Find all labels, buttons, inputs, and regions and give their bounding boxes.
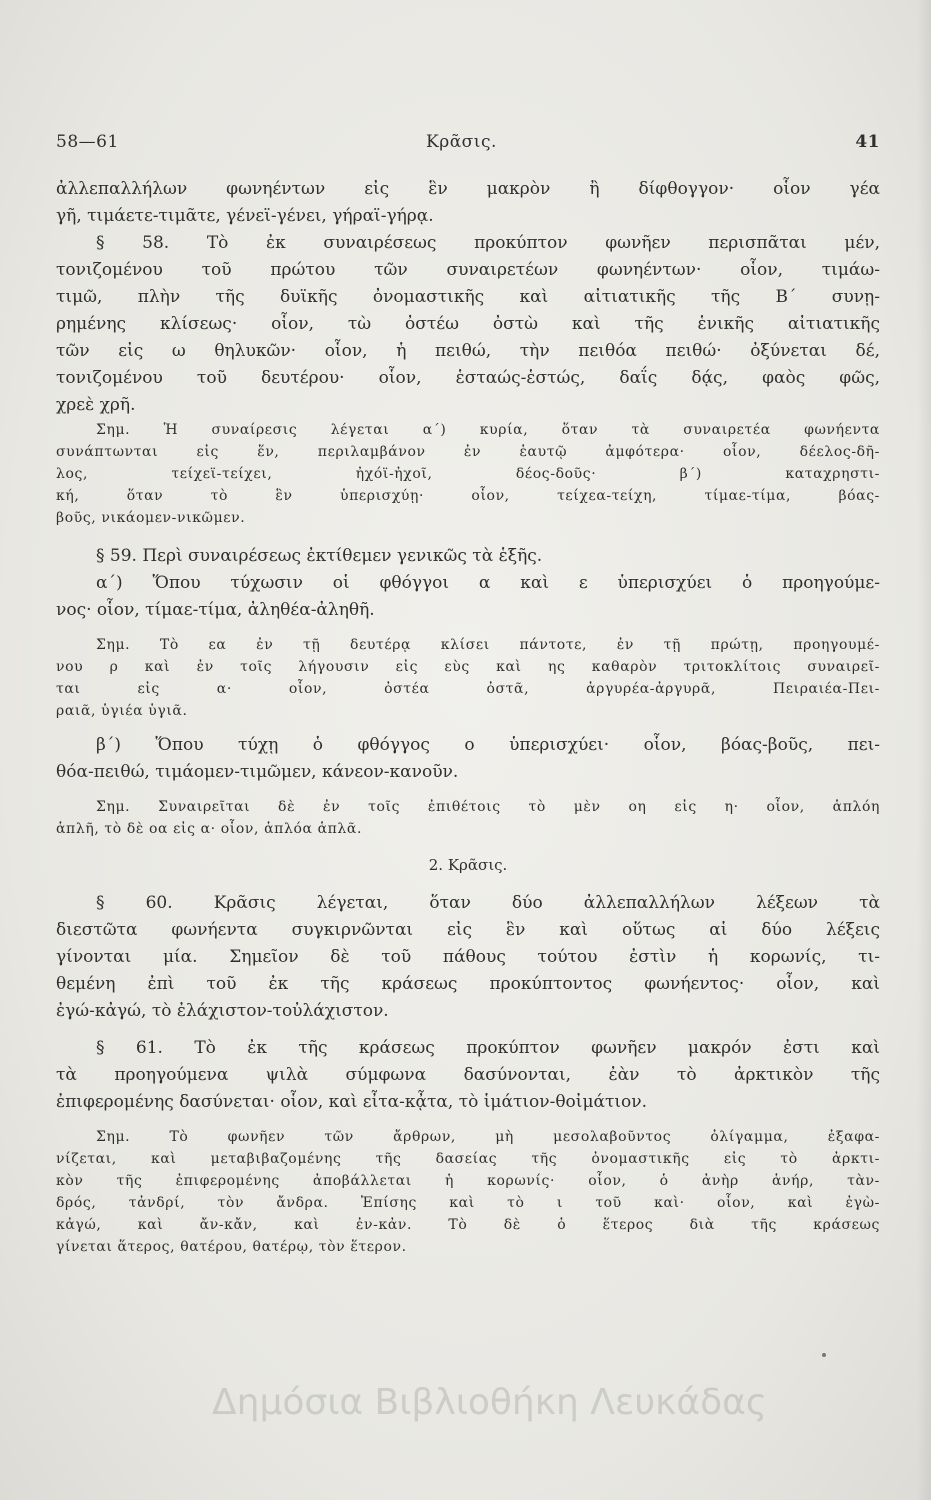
note-line: νίζεται, καὶ μεταβιβαζομένης τῆς δασείας τῆς ὀνομαστικῆς εἰς τὸ ἀρκτι- <box>56 1151 880 1167</box>
note-line: Σημ. Ἡ συναίρεσις λέγεται α΄) κυρία, ὅταν τὰ συναιρετέα φωνήεντα <box>96 422 880 438</box>
note-line: ραιᾶ, ὑγιέα ὑγιᾶ. <box>56 703 188 719</box>
paragraph-59b-line: θόα-πειθώ, τιμάομεν-τιμῶμεν, κάνεον-κανοῦν. <box>56 762 459 782</box>
note-line: νου ρ καὶ ἐν τοῖς λήγουσιν εἰς εὺς καὶ ης καθαρὸν τριτοκλίτοις συναιρεῖ- <box>56 659 880 675</box>
body-line: ἀλλεπαλλήλων φωνηέντων εἰς ἓν μακρὸν ἢ δίφθογγον· οἷον γέα <box>56 179 880 199</box>
paragraph-59b-line: β΄) Ὅπου τύχῃ ὁ φθόγγος ο ὑπερισχύει· οἷον, βόας-βοῦς, πει- <box>96 735 880 755</box>
paragraph-61-line: τὰ προηγούμενα ψιλὰ σύμφωνα δασύνονται, ἐὰν τὸ ἀρκτικὸν τῆς <box>56 1065 880 1085</box>
paragraph-58-line: τονιζομένου τοῦ πρώτου τῶν συναιρετέων φωνηέντων· οἷον, τιμάω- <box>56 260 880 280</box>
paragraph-61-line: ἐπιφερομένης δασύνεται· οἷον, καὶ εἶτα-κᾆτα, τὸ ἱμάτιον-θοἰμάτιον. <box>56 1092 648 1112</box>
page-edge-shadow <box>917 0 931 1500</box>
paragraph-58-line: χρεὲ χρῆ. <box>56 395 136 415</box>
running-title: Κρᾶσις. <box>426 132 497 152</box>
note-line: κὸν τῆς ἐπιφερομένης ἀποβάλλεται ἡ κορωνίς· οἷον, ὁ ἀνὴρ ἁνήρ, τὰν- <box>56 1173 880 1189</box>
body-line: γῆ, τιμάετε-τιμᾶτε, γένεϊ-γένει, γήραϊ-γήρᾳ. <box>56 206 434 226</box>
paragraph-61-line: § 61. Τὸ ἐκ τῆς κράσεως προκύπτον φωνῆεν μακρόν ἐστι καὶ <box>96 1038 880 1058</box>
paragraph-59-line: α΄) Ὅπου τύχωσιν οἱ φθόγγοι α καὶ ε ὑπερισχύει ὁ προηγούμε- <box>96 573 880 593</box>
paragraph-60-line: θεμένη ἐπὶ τοῦ ἐκ τῆς κράσεως προκύπτοντος φωνήεντος· οἷον, καὶ <box>56 974 880 994</box>
note-line: Σημ. Συναιρεῖται δὲ ἐν τοῖς ἐπιθέτοις τὸ μὲν οη εἰς η· οἷον, ἁπλόη <box>96 799 880 815</box>
paragraph-58-line: τονιζομένου τοῦ δευτέρου· οἷον, ἑσταώς-ἑστώς, δαΐς δᾴς, φαὸς φῶς, <box>56 368 880 388</box>
note-line: Σημ. Τὸ εα ἐν τῇ δευτέρᾳ κλίσει πάντοτε, ἐν τῇ πρώτῃ, προηγουμέ- <box>96 637 880 653</box>
note-line: λος, τείχεϊ-τείχει, ἠχόϊ-ἠχοῖ, δέος-δοῦς· β΄) καταχρηστι- <box>56 466 880 482</box>
note-line: δρός, τἀνδρί, τὸν ἄνδρα. Ἐπίσης καὶ τὸ ι τοῦ καὶ· οἷον, καὶ ἐγὼ- <box>56 1195 880 1211</box>
note-line: κἀγώ, καὶ ἄν-κἄν, καὶ ἐν-κἀν. Τὸ δὲ ὁ ἕτερος διὰ τῆς κράσεως <box>56 1217 880 1233</box>
paragraph-58-line: τιμῶ, πλὴν τῆς δυϊκῆς ὀνομαστικῆς καὶ αἰτιατικῆς τῆς Β΄ συνῃ- <box>56 287 880 307</box>
note-line: συνάπτωνται εἰς ἕν, περιλαμβάνον ἐν ἑαυτῷ ἀμφότερα· οἷον, δέελος-δῆ- <box>56 444 880 460</box>
note-line: Σημ. Τὸ φωνῆεν τῶν ἄρθρων, μὴ μεσολαβοῦντος ὀλίγαμμα, ἐξαφα- <box>96 1129 880 1145</box>
paragraph-60-line: γίνονται μία. Σημεῖον δὲ τοῦ πάθους τούτου ἐστὶν ἡ κορωνίς, τι- <box>56 947 880 967</box>
paragraph-58-line: ρημένης κλίσεως· οἷον, τὼ ὀστέω ὀστὼ καὶ τῆς ἑνικῆς αἰτιατικῆς <box>56 314 880 334</box>
note-line: ἁπλῆ, τὸ δὲ οα εἰς α· οἷον, ἁπλόα ἁπλᾶ. <box>56 821 363 837</box>
paragraph-60-line: διεστῶτα φωνήεντα συγκιρνῶνται εἰς ἓν καὶ οὕτως αἱ δύο λέξεις <box>56 920 880 940</box>
library-watermark: Δημόσια Βιβλιοθήκη Λευκάδας <box>212 1382 767 1423</box>
subheading: 2. Κρᾶσις. <box>428 856 508 874</box>
note-line: γίνεται ἅτερος, θατέρου, θατέρῳ, τὸν ἕτερον. <box>56 1239 407 1255</box>
paragraph-60-line: § 60. Κρᾶσις λέγεται, ὅταν δύο ἀλλεπαλλήλων λέξεων τὰ <box>96 893 880 913</box>
paragraph-58-line: § 58. Τὸ ἐκ συναιρέσεως προκύπτον φωνῆεν περισπᾶται μέν, <box>96 233 880 253</box>
paragraph-59-line: νος· οἷον, τίμαε-τίμα, ἀληθέα-ἀληθῆ. <box>56 600 375 620</box>
ink-dot <box>822 1353 826 1357</box>
paragraph-58-line: τῶν εἰς ω θηλυκῶν· οἷον, ἡ πειθώ, τὴν πειθόα πειθώ· ὀξύνεται δέ, <box>56 341 880 361</box>
note-line: ται εἰς α· οἷον, ὀστέα ὀστᾶ, ἀργυρέα-ἀργυρᾶ, Πειραιέα-Πει- <box>56 681 880 697</box>
note-line: κή, ὅταν τὸ ἓν ὑπερισχύῃ· οἷον, τείχεα-τείχη, τίμαε-τίμα, βόας- <box>56 488 880 504</box>
section-range: 58—61 <box>56 132 119 152</box>
body-text <box>56 176 880 1258</box>
paragraph-60-line: ἐγώ-κἀγώ, τὸ ἐλάχιστον-τοὐλάχιστον. <box>56 1001 389 1021</box>
page-number: 41 <box>855 132 880 152</box>
note-line: βοῦς, νικάομεν-νικῶμεν. <box>56 510 246 526</box>
paragraph-59-heading: § 59. Περὶ συναιρέσεως ἐκτίθεμεν γενικῶς τὰ ἑξῆς. <box>96 546 543 566</box>
running-header <box>56 132 880 162</box>
